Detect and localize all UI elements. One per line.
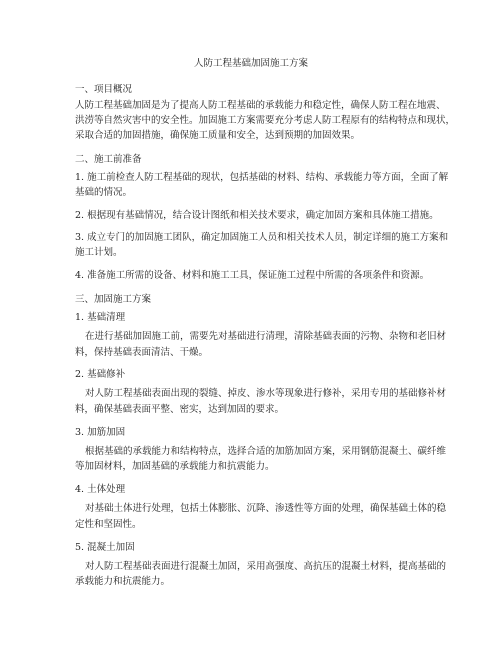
paragraph-line: 人防工程基础加固是为了提高人防工程基础的承载能力和稳定性，确保人防工程在地震、	[75, 100, 446, 111]
section-heading: 三、加固施工方案	[75, 294, 152, 305]
paragraph-line: 采取合适的加固措施，确保施工质量和安全，达到预期的加固效果。	[75, 130, 361, 141]
list-item-line: 3. 成立专门的加固施工团队，确定加固施工人员和相关技术人员，制定详细的施工方案和	[75, 232, 449, 243]
list-item-line: 1. 施工前检查人防工程基础的现状，包括基础的材料、结构、承载能力等方面，全面了解	[75, 172, 449, 183]
paragraph-line: 对基础土体进行处理，包括土体膨胀、沉降、渗透性等方面的处理，确保基础土体的稳	[85, 503, 447, 514]
subsection-heading: 3. 加筋加固	[75, 427, 126, 438]
paragraph-line: 定性和坚固性。	[75, 519, 142, 530]
list-item-line: 4. 准备施工所需的设备、材料和施工工具，保证施工过程中所需的各项条件和资源。	[75, 270, 430, 281]
paragraph-line: 料，确保基础表面平整、密实，达到加固的要求。	[75, 404, 285, 415]
paragraph-line: 承载能力和抗震能力。	[75, 576, 171, 587]
list-item-line: 基础的情况。	[75, 187, 133, 198]
list-item-line: 施工计划。	[75, 247, 123, 258]
subsection-heading: 1. 基础清理	[75, 312, 126, 323]
paragraph-line: 根据基础的承载能力和结构特点，选择合适的加筋加固方案，采用钢筋混凝土、碳纤维	[85, 446, 447, 457]
paragraph-line: 在进行基础加固施工前，需要先对基础进行清理，清除基础表面的污物、杂物和老旧材	[85, 331, 447, 342]
subsection-heading: 4. 土体处理	[75, 484, 126, 495]
section-heading: 一、项目概况	[75, 84, 133, 95]
document-title: 人防工程基础加固施工方案	[193, 58, 308, 69]
section-heading: 二、施工前准备	[75, 154, 142, 165]
subsection-heading: 2. 基础修补	[75, 369, 126, 380]
list-item-line: 2. 根据现有基础情况，结合设计图纸和相关技术要求，确定加固方案和具体施工措施。	[75, 210, 439, 221]
subsection-heading: 5. 混凝土加固	[75, 542, 135, 553]
paragraph-line: 等加固材料，加固基础的承载能力和抗震能力。	[75, 461, 275, 472]
paragraph-line: 料，保持基础表面清洁、干燥。	[75, 347, 209, 358]
paragraph-line: 对人防工程基础表面进行混凝土加固，采用高强度、高抗压的混凝土材料，提高基础的	[85, 561, 447, 572]
paragraph-line: 洪涝等自然灾害中的安全性。加固施工方案需要充分考虑人防工程原有的结构特点和现状，	[75, 115, 456, 126]
paragraph-line: 对人防工程基础表面出现的裂缝、掉皮、渗水等现象进行修补，采用专用的基础修补材	[85, 388, 447, 399]
